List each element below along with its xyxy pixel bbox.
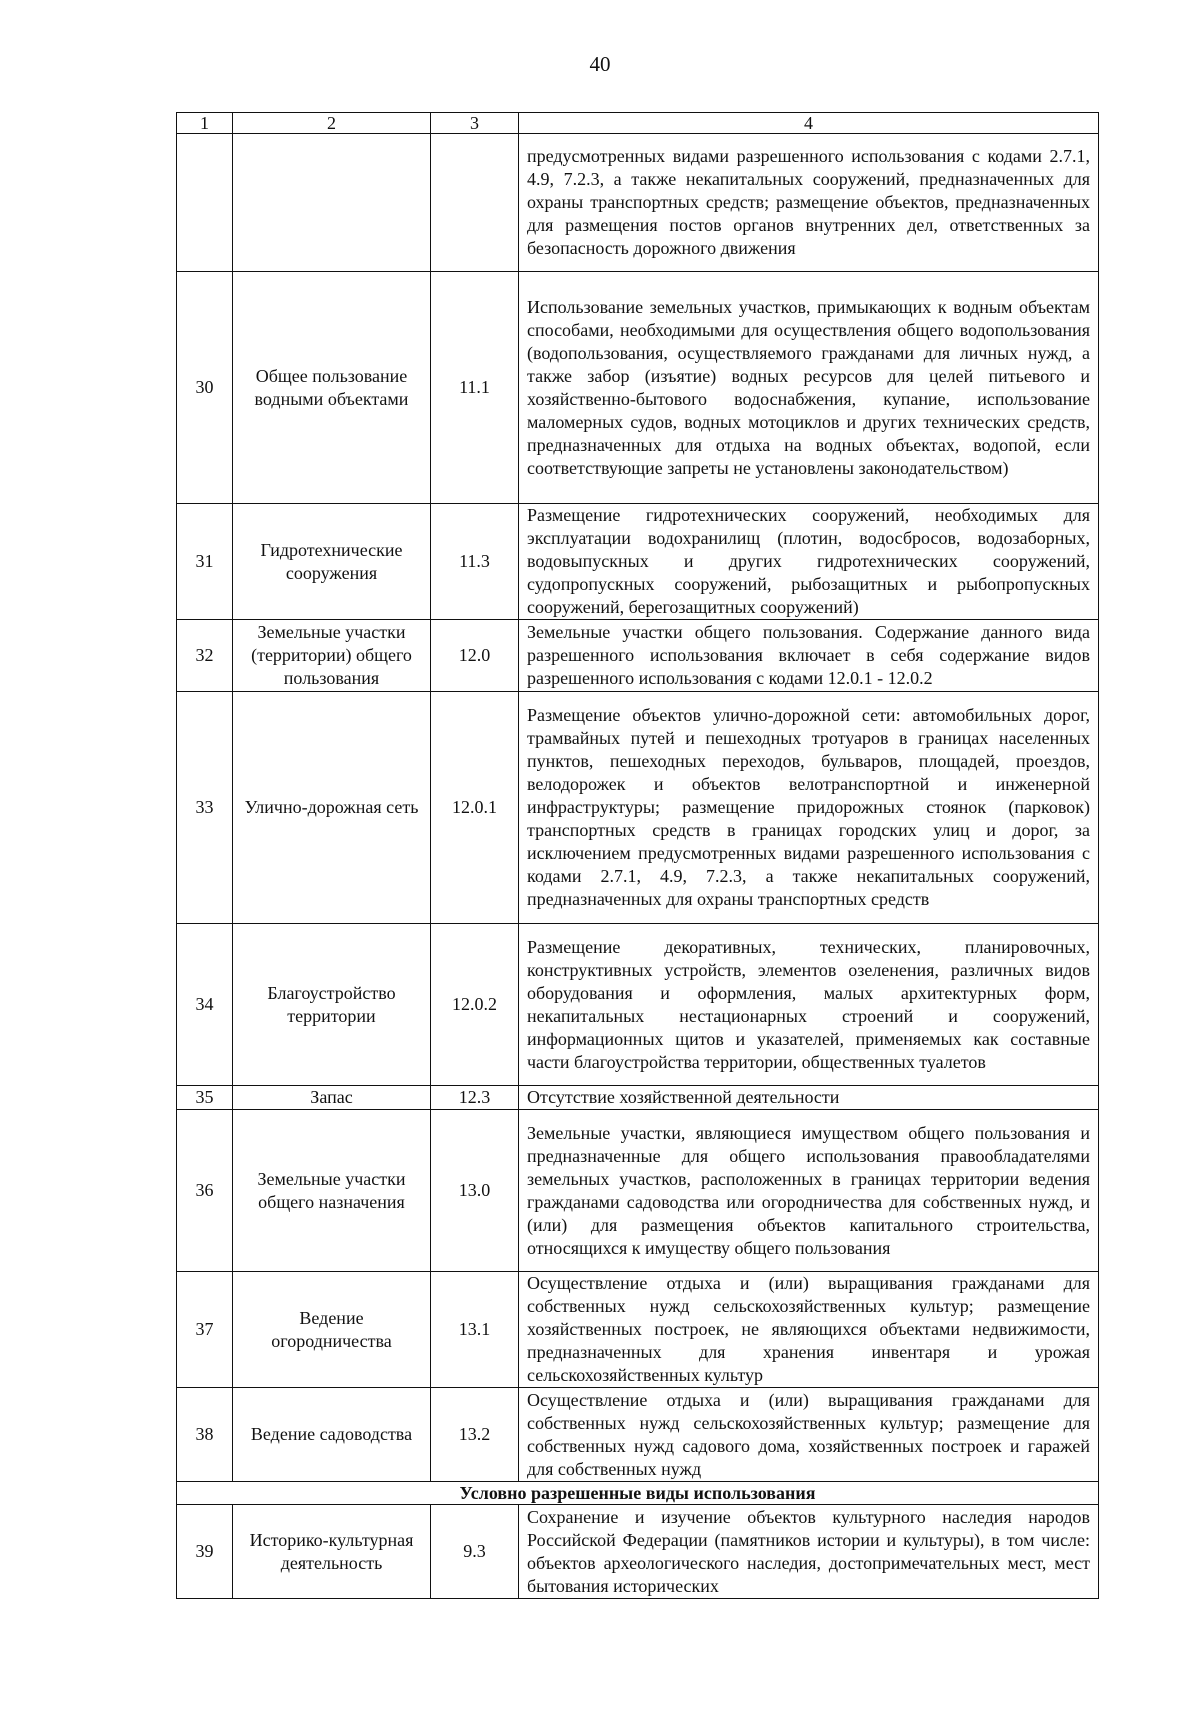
row-code: 11.1: [431, 272, 519, 504]
table-row: [177, 1086, 1099, 1110]
row-code: 12.0: [431, 620, 519, 692]
row-number: 39: [177, 1505, 233, 1599]
row-number: 36: [177, 1110, 233, 1272]
row-name: Земельные участки (территории) общего пользования: [233, 620, 431, 692]
row-description: Осуществление отдыха и (или) выращивания гражданами для собственных нужд сельскохозяйственных культур; размещение для собственных нужд садового дома, хозяйственных построек и гаражей для собственных нужд: [519, 1388, 1099, 1482]
row-name: Ведение садоводства: [233, 1388, 431, 1482]
row-description: Сохранение и изучение объектов культурного наследия народов Российской Федерации (памятников истории и культуры), в том числе: объектов археологического наследия, достопримечательных мест, мест бытования исторических: [519, 1505, 1099, 1599]
row-name: Запас: [233, 1086, 431, 1110]
row-description: Размещение гидротехнических сооружений, необходимых для эксплуатации водохранилищ (плотин, водосбросов, водозаборных, водовыпускных и других гидротехнических сооружений, судопропускных сооружений, рыбозащитных и рыбопропускных сооружений, берегозащитных сооружений): [519, 504, 1099, 620]
row-description: Размещение декоративных, технических, планировочных, конструктивных устройств, элементов озеленения, различных видов оборудования и оформления, малых архитектурных форм, некапитальных нестационарных строений и сооружений, информационных щитов и указателей, применяемых как составные части благоустройства территории, общественных туалетов: [519, 924, 1099, 1086]
row-description: Земельные участки, являющиеся имуществом общего пользования и предназначенные для общего использования правообладателями земельных участков, расположенных в границах территории ведения гражданами садоводства или огородничества для собственных нужд, и (или) для размещения объектов капитального строительства, относящихся к имуществу общего пользования: [519, 1110, 1099, 1272]
row-description: Земельные участки общего пользования. Содержание данного вида разрешенного использования включает в себя содержание видов разрешенного использования с кодами 12.0.1 - 12.0.2: [519, 620, 1099, 692]
row-code: 12.3: [431, 1086, 519, 1110]
section-title: Условно разрешенные виды использования: [177, 1482, 1099, 1505]
header-cell-4: 4: [519, 113, 1099, 134]
row-number: 37: [177, 1272, 233, 1388]
row-code: 12.0.1: [431, 692, 519, 924]
row-number: [177, 134, 233, 272]
row-code: [431, 134, 519, 272]
table-row: [177, 1110, 1099, 1272]
row-name: Общее пользование водными объектами: [233, 272, 431, 504]
row-number: 32: [177, 620, 233, 692]
row-number: 33: [177, 692, 233, 924]
land-use-table: [176, 112, 1099, 1599]
row-code: 9.3: [431, 1505, 519, 1599]
row-number: 38: [177, 1388, 233, 1482]
header-cell-2: 2: [233, 113, 431, 134]
row-code: 13.1: [431, 1272, 519, 1388]
table-row: [177, 1272, 1099, 1388]
table-row: [177, 620, 1099, 692]
table-row: [177, 272, 1099, 504]
row-name: Историко-культурная деятельность: [233, 1505, 431, 1599]
row-code: 13.0: [431, 1110, 519, 1272]
table-row: [177, 1388, 1099, 1482]
row-description: предусмотренных видами разрешенного использования с кодами 2.7.1, 4.9, 7.2.3, а также некапитальных сооружений, предназначенных для охраны транспортных средств; размещение объектов, предназначенных для размещения постов органов внутренних дел, ответственных за безопасность дорожного движения: [519, 134, 1099, 272]
table-row: [177, 504, 1099, 620]
row-name: Благоустройство территории: [233, 924, 431, 1086]
row-description: Размещение объектов улично-дорожной сети: автомобильных дорог, трамвайных путей и пешеходных тротуаров в границах населенных пунктов, пешеходных переходов, бульваров, площадей, проездов, велодорожек и объектов велотранспортной и инженерной инфраструктуры; размещение придорожных стоянок (парковок) транспортных средств в границах городских улиц и дорог, за исключением предусмотренных видами разрешенного использования с кодами 2.7.1, 4.9, 7.2.3, а также некапитальных сооружений, предназначенных для охраны транспортных средств: [519, 692, 1099, 924]
section-header-row: [177, 1482, 1099, 1505]
table-row: [177, 692, 1099, 924]
header-cell-3: 3: [431, 113, 519, 134]
row-name: Гидротехнические сооружения: [233, 504, 431, 620]
table-row: [177, 134, 1099, 272]
row-name: Улично-дорожная сеть: [233, 692, 431, 924]
row-name: Ведение огородничества: [233, 1272, 431, 1388]
header-cell-1: 1: [177, 113, 233, 134]
row-number: 30: [177, 272, 233, 504]
table-row: [177, 924, 1099, 1086]
table-header-row: [177, 113, 1099, 134]
row-code: 13.2: [431, 1388, 519, 1482]
table-row: [177, 1505, 1099, 1599]
row-description: Использование земельных участков, примыкающих к водным объектам способами, необходимыми для осуществления общего водопользования (водопользования, осуществляемого гражданами для личных нужд, а также забор (изъятие) водных ресурсов для целей питьевого и хозяйственно-бытового водоснабжения, купание, использование маломерных судов, водных мотоциклов и других технических средств, предназначенных для отдыха на водных объектах, водопой, если соответствующие запреты не установлены законодательством): [519, 272, 1099, 504]
row-description: Отсутствие хозяйственной деятельности: [519, 1086, 1099, 1110]
row-number: 34: [177, 924, 233, 1086]
row-name: [233, 134, 431, 272]
page-number: 40: [589, 52, 611, 76]
row-number: 31: [177, 504, 233, 620]
row-number: 35: [177, 1086, 233, 1110]
row-code: 12.0.2: [431, 924, 519, 1086]
row-code: 11.3: [431, 504, 519, 620]
row-description: Осуществление отдыха и (или) выращивания гражданами для собственных нужд сельскохозяйственных культур; размещение хозяйственных построек, не являющихся объектами недвижимости, предназначенных для хранения инвентаря и урожая сельскохозяйственных культур: [519, 1272, 1099, 1388]
row-name: Земельные участки общего назначения: [233, 1110, 431, 1272]
